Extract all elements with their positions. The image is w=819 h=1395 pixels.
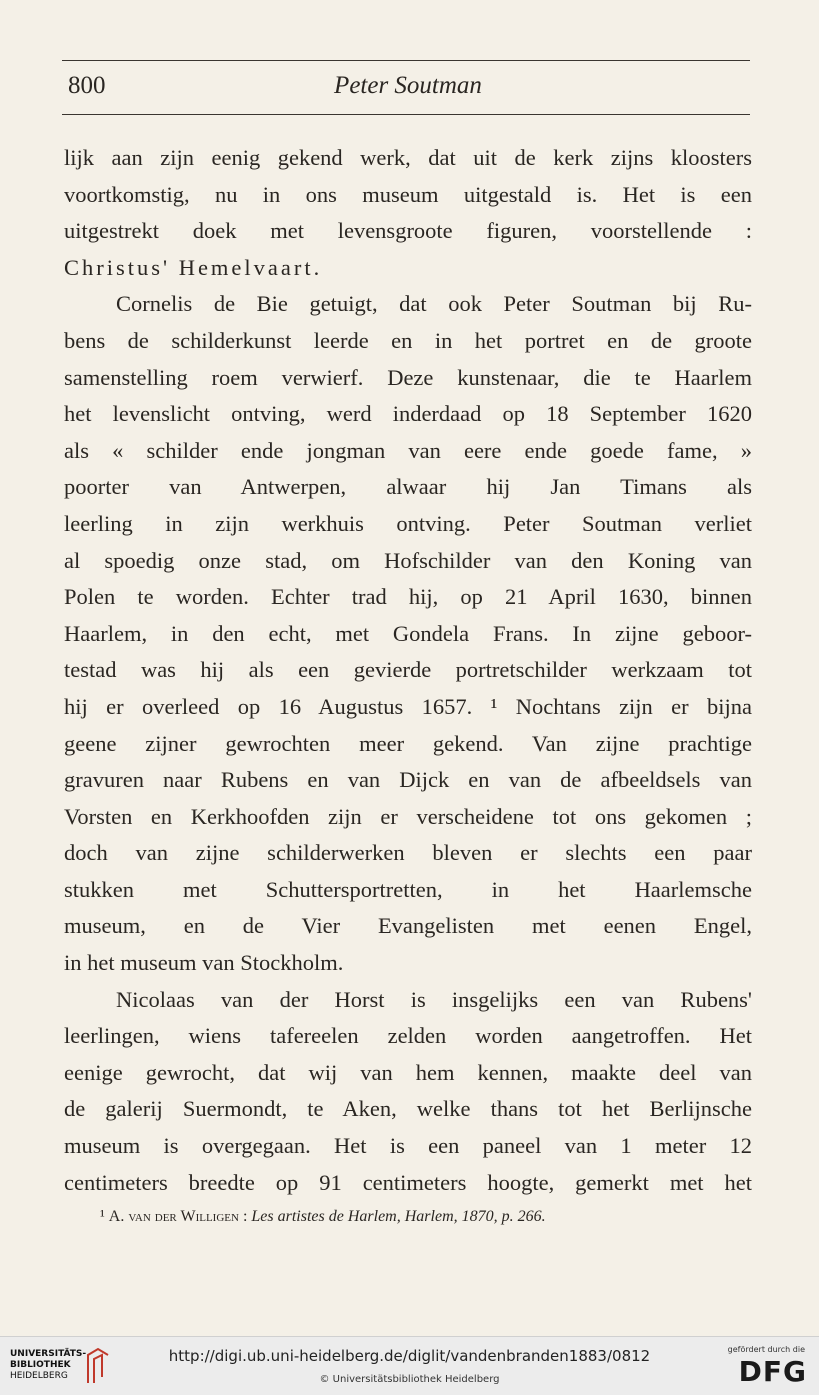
text-line: lijk aan zijn eenig gekend werk, dat uit de kerk zijns kloosters (64, 145, 752, 170)
copyright-notice: © Universitätsbibliothek Heidelberg (319, 1374, 500, 1385)
library-name-line1: UNIVERSITÄTS- (10, 1349, 87, 1359)
text-line: centimeters breedte op 91 centimeters hoogte, gemerkt met het (64, 1169, 752, 1195)
body-text (64, 140, 752, 1201)
text-line: leerling in zijn werkhuis ontving. Peter Soutman verliet (64, 510, 752, 536)
text-line: het levenslicht ontving, werd inderdaad op 18 September 1620 (64, 401, 752, 427)
text-line: testad was hij als een gevierde portretschilder werkzaam tot (64, 657, 752, 683)
page-number: 800 (68, 72, 106, 99)
text-line: Haarlem, in den echt, met Gondela Frans. In zijne geboor- (64, 620, 752, 646)
running-header (68, 70, 748, 106)
viewer-footer (0, 1336, 819, 1395)
text-line: als « schilder ende jongman van eere ende goede fame, » (64, 437, 752, 463)
text-line: leerlingen, wiens tafereelen zelden worden aangetroffen. Het (64, 1023, 752, 1049)
header-rule-top (62, 60, 750, 61)
text-line: Polen te worden. Echter trad hij, op 21 April 1630, binnen (64, 584, 752, 610)
text-line: stukken met Schuttersportretten, in het Haarlemsche (64, 876, 752, 902)
text-line: Christus' Hemelvaart. (64, 254, 323, 280)
text-line: eenige gewrocht, dat wij van hem kennen, maakte deel van (64, 1059, 752, 1085)
text-line: Vorsten en Kerkhoofden zijn er verscheidene tot ons gekomen ; (64, 803, 752, 829)
footnote-marker: ¹ (100, 1208, 105, 1225)
text-line: gravuren naar Rubens en van Dijck en van de afbeeldsels van (64, 767, 752, 793)
text-line: hij er overleed op 16 Augustus 1657. ¹ Nochtans zijn er bijna (64, 693, 752, 719)
text-line: Cornelis de Bie getuigt, dat ook Peter Soutman bij Ru- (116, 291, 752, 317)
footnote-title: Les artistes de Harlem, Harlem, 1870, p. 266. (251, 1208, 546, 1225)
text-line: bens de schilderkunst leerde en in het portret en de groote (64, 327, 752, 353)
text-line: poorter van Antwerpen, alwaar hij Jan Timans als (64, 474, 752, 500)
text-line: al spoedig onze stad, om Hofschilder van den Koning van (64, 547, 752, 573)
text-line: samenstelling roem verwierf. Deze kunstenaar, die te Haarlem (64, 364, 752, 390)
text-line: doch van zijne schilderwerken bleven er slechts een paar (64, 840, 752, 866)
footnote (100, 1208, 740, 1226)
text-line: geene zijner gewrochten meer gekend. Van zijne prachtige (64, 730, 752, 756)
library-name-line2: BIBLIOTHEK (10, 1360, 71, 1370)
library-name-line3: HEIDELBERG (10, 1371, 68, 1381)
footnote-separator: : (238, 1208, 252, 1225)
funded-by-label: gefördert durch die (727, 1345, 805, 1354)
text-line: museum is overgegaan. Het is een paneel van 1 meter 12 (64, 1133, 752, 1159)
text-line: voortkomstig, nu in ons museum uitgestald is. Het is een (64, 181, 752, 207)
running-title: Peter Soutman (334, 72, 482, 99)
text-line: de galerij Suermondt, te Aken, welke thans tot het Berlijnsche (64, 1096, 752, 1122)
text-line: Nicolaas van der Horst is insgelijks een van Rubens' (116, 986, 752, 1012)
dfg-logo[interactable]: DFG (738, 1355, 807, 1388)
header-rule-bottom (62, 114, 750, 115)
permalink-url[interactable]: http://digi.ub.uni-heidelberg.de/diglit/vandenbranden1883/0812 (168, 1347, 651, 1365)
text-line: uitgestrekt doek met levensgroote figuren, voorstellende : (64, 218, 752, 244)
text-line: museum, en de Vier Evangelisten met eenen Engel, (64, 913, 752, 939)
footnote-author: A. van der Willigen (108, 1208, 239, 1225)
text-line: in het museum van Stockholm. (64, 950, 344, 976)
